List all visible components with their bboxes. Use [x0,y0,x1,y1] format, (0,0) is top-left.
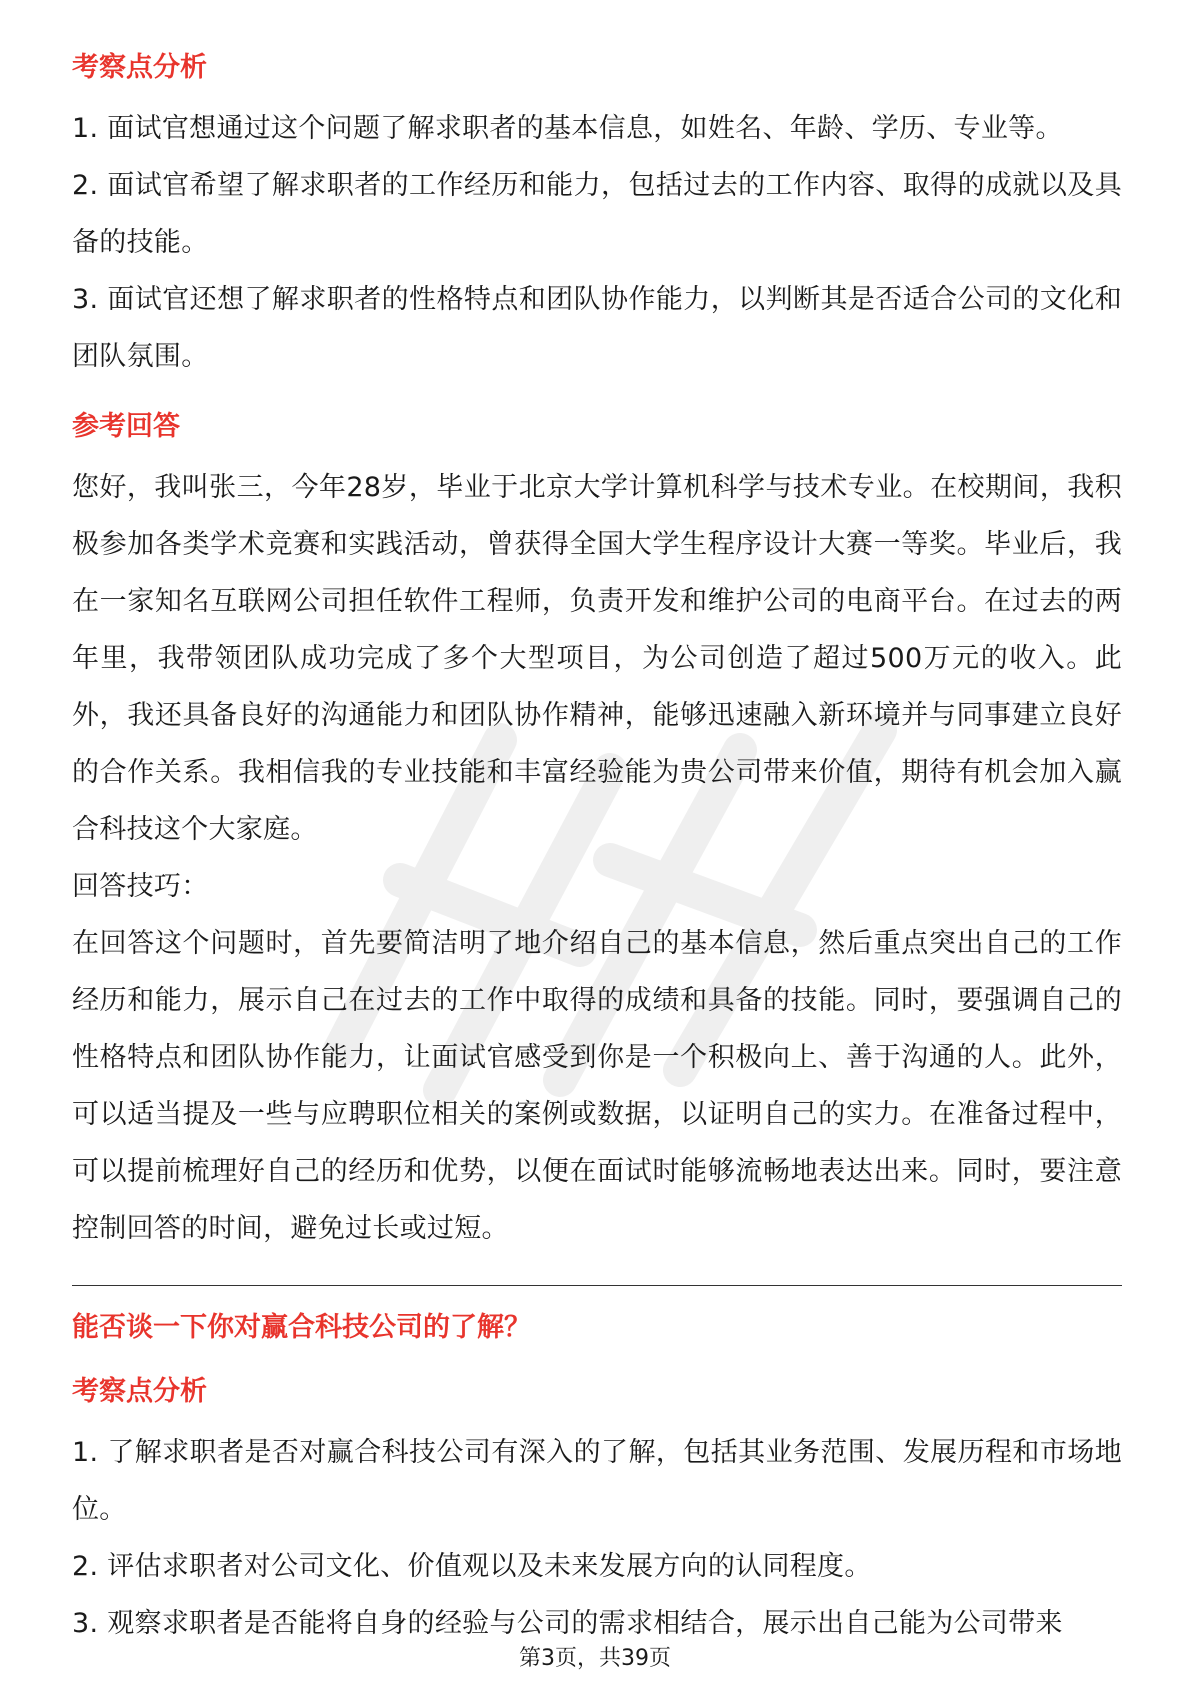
section-heading-analysis-2: 考察点分析 [72,1376,207,1407]
analysis-item-2-2: 2. 评估求职者对公司文化、价值观以及未来发展方向的认同程度。 [72,1551,872,1582]
analysis-item-2-3: 3. 观察求职者是否能将自身的经验与公司的需求相结合，展示出自己能为公司带来 [72,1608,1063,1639]
page-number: 第3页，共39页 [519,1646,671,1671]
analysis-item-2: 2. 面试官希望了解求职者的工作经历和能力，包括过去的工作内容、取得的成就以及具备的技能。 [72,170,1122,258]
question-title: 能否谈一下你对赢合科技公司的了解？ [72,1312,531,1343]
document-content [72,48,1122,1652]
analysis-item-1: 1. 面试官想通过这个问题了解求职者的基本信息，如姓名、年龄、学历、专业等。 [72,113,1063,144]
analysis-item-3: 3. 面试官还想了解求职者的性格特点和团队协作能力，以判断其是否适合公司的文化和团队氛围。 [72,284,1122,372]
section-divider [72,1285,1122,1286]
tips-label: 回答技巧： [72,871,209,902]
analysis-item-2-1: 1. 了解求职者是否对赢合科技公司有深入的了解，包括其业务范围、发展历程和市场地位。 [72,1437,1122,1525]
answer-tips: 在回答这个问题时，首先要简洁明了地介绍自己的基本信息，然后重点突出自己的工作经历和能力，展示自己在过去的工作中取得的成绩和具备的技能。同时，要强调自己的性格特点和团队协作能力，让面试官感受到你是一个积极向上、善于沟通的人。此外，可以适当提及一些与应聘职位相关的案例或数据，以证明自己的实力。在准备过程中，可以提前梳理好自己的经历和优势，以便在面试时能够流畅地表达出来。同时，要注意控制回答的时间，避免过长或过短。 [72,928,1122,1244]
section-heading-answer: 参考回答 [72,411,180,442]
reference-answer: 您好，我叫张三，今年28岁，毕业于北京大学计算机科学与技术专业。在校期间，我积极参加各类学术竞赛和实践活动，曾获得全国大学生程序设计大赛一等奖。毕业后，我在一家知名互联网公司担任软件工程师，负责开发和维护公司的电商平台。在过去的两年里，我带领团队成功完成了多个大型项目，为公司创造了超过500万元的收入。此外，我还具备良好的沟通能力和团队协作精神，能够迅速融入新环境并与同事建立良好的合作关系。我相信我的专业技能和丰富经验能为贵公司带来价值，期待有机会加入赢合科技这个大家庭。 [72,472,1122,845]
section-heading-analysis: 考察点分析 [72,52,207,83]
